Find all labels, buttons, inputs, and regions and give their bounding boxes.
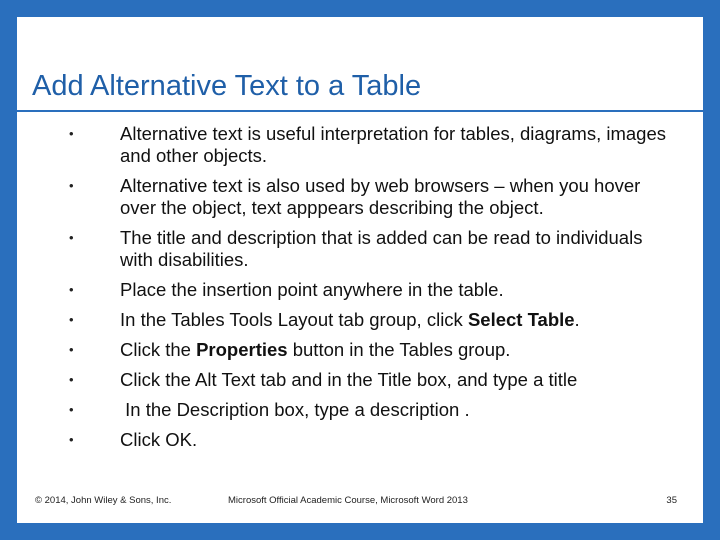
slide-title: Add Alternative Text to a Table [32, 70, 422, 102]
bullet-text: button in the Tables group. [287, 339, 511, 360]
bullet-item [17, 395, 680, 425]
bullet-icon: • [69, 126, 74, 141]
bullet-item [17, 305, 680, 335]
bullet-text: Place the insertion point anywhere in the table. [120, 279, 504, 300]
bullet-icon: • [69, 402, 74, 417]
bullet-bold-text: Select Table [467, 309, 575, 330]
bullet-text: The title and description that is added can be read to individuals with disabilities. [120, 227, 643, 270]
bullet-icon: • [69, 178, 74, 193]
bullet-text: . [574, 309, 580, 330]
bullet-item [17, 275, 680, 305]
page-number: 35 [666, 495, 677, 506]
bullet-item [17, 365, 680, 395]
bullet-icon: • [69, 432, 74, 447]
bullet-text: Click the [120, 339, 197, 360]
bullet-bold-text: Properties [196, 339, 288, 360]
bullet-text: In the Description box, type a description . [120, 399, 470, 420]
bullet-item [17, 171, 680, 223]
bullet-text: Alternative text is useful interpretation for tables, diagrams, images and other objects. [120, 123, 667, 166]
bullet-icon: • [69, 372, 74, 387]
bullet-text: In the Tables Tools Layout tab group, click [120, 309, 468, 330]
bullet-icon: • [69, 342, 74, 357]
bullet-text: Click OK. [120, 429, 198, 450]
bullet-text: Alternative text is also used by web browsers – when you hover over the object, text apppears describing the object. [120, 175, 641, 218]
footer-copyright: © 2014, John Wiley & Sons, Inc. [35, 495, 172, 506]
bullet-icon: • [69, 282, 74, 297]
title-divider [17, 110, 703, 112]
bullet-list [17, 119, 703, 455]
footer-course-title: Microsoft Official Academic Course, Microsoft Word 2013 [228, 495, 468, 506]
bullet-item [17, 335, 680, 365]
bullet-item [17, 119, 680, 171]
bullet-text: Click the Alt Text tab and in the Title box, and type a title [120, 369, 578, 390]
bullet-icon: • [69, 230, 74, 245]
bullet-icon: • [69, 312, 74, 327]
slide [17, 17, 703, 523]
bullet-item [17, 425, 680, 455]
bullet-item [17, 223, 680, 275]
